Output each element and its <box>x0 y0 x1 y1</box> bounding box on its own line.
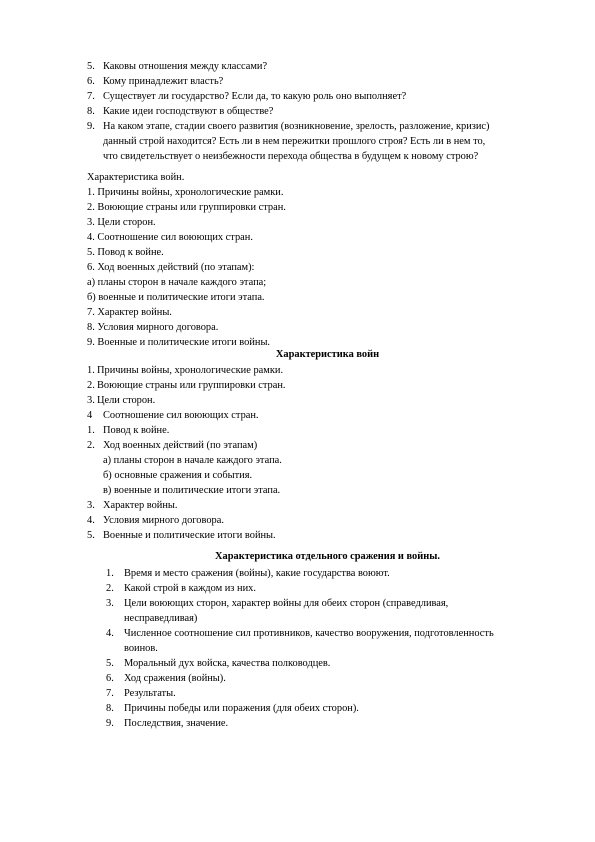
section-title-battle: Характеристика отдельного сражения и войны. <box>215 551 440 562</box>
section-title-war2: Характеристика войн <box>275 349 380 360</box>
document-page: 5. Каковы отношения между классами? 6. Кому принадлежит власть? 7. Существует ли государство? Если да, то какую роль оно выполняет? 8. Какие идеи господствуют в обществе? 9. На каком этапе, стадии своего развития (возникновение, зрелость, разложение, кризис) данный строй находится? Есть ли в нем пережитки прошлого строя? Есть ли в нем то, что свидетельствует о неизбежности перехода общества в будущем к новому строю? Характеристика войн. 1. Причины войны, хронологические рамки. 2. Воюющие страны или группировки стран. 3. Цели сторон. 4. Соотношение сил воюющих стран. 5. Повод к войне. 6. Ход военных действий (по этапам): а) планы сторон в начале каждого этапа; б) военные и политические итоги этапа. 7. Характер войны. 8. Условия мирного договора. 9. Военные и политические итоги войны. Характеристика войн 1. Причины войны, хронологические рамки. 2. Воюющие страны или группировки стран. 3. Цели сторон. 4 Соотношение сил воюющих стран. 1. Повод к войне. 2. Ход военных действий (по этапам) а) планы сторон в начале каждого этапа. б) основные сражения и события. в) военные и политические итоги этапа. 3. Характер войны. 4. Условия мирного договора. 5. Военные и политические итоги войны. Характеристика отдельного сражения и войны. 1. Время и место сражения (войны), какие государства воюют. 2. Какой строй в каждом из них. 3. Цели воюющих сторон, характер войны для обеих сторон (справедливая, несправедливая) 4. Численное соотношение сил противников, качество вооружения, подготовленность воинов. 5. Моральный дух войска, качества полководцев. 6. Ход сражения (войны). 7. Результаты. 8. Причины победы или поражения (для обеих сторон). 9. Последствия, значение. <box>0 0 595 842</box>
